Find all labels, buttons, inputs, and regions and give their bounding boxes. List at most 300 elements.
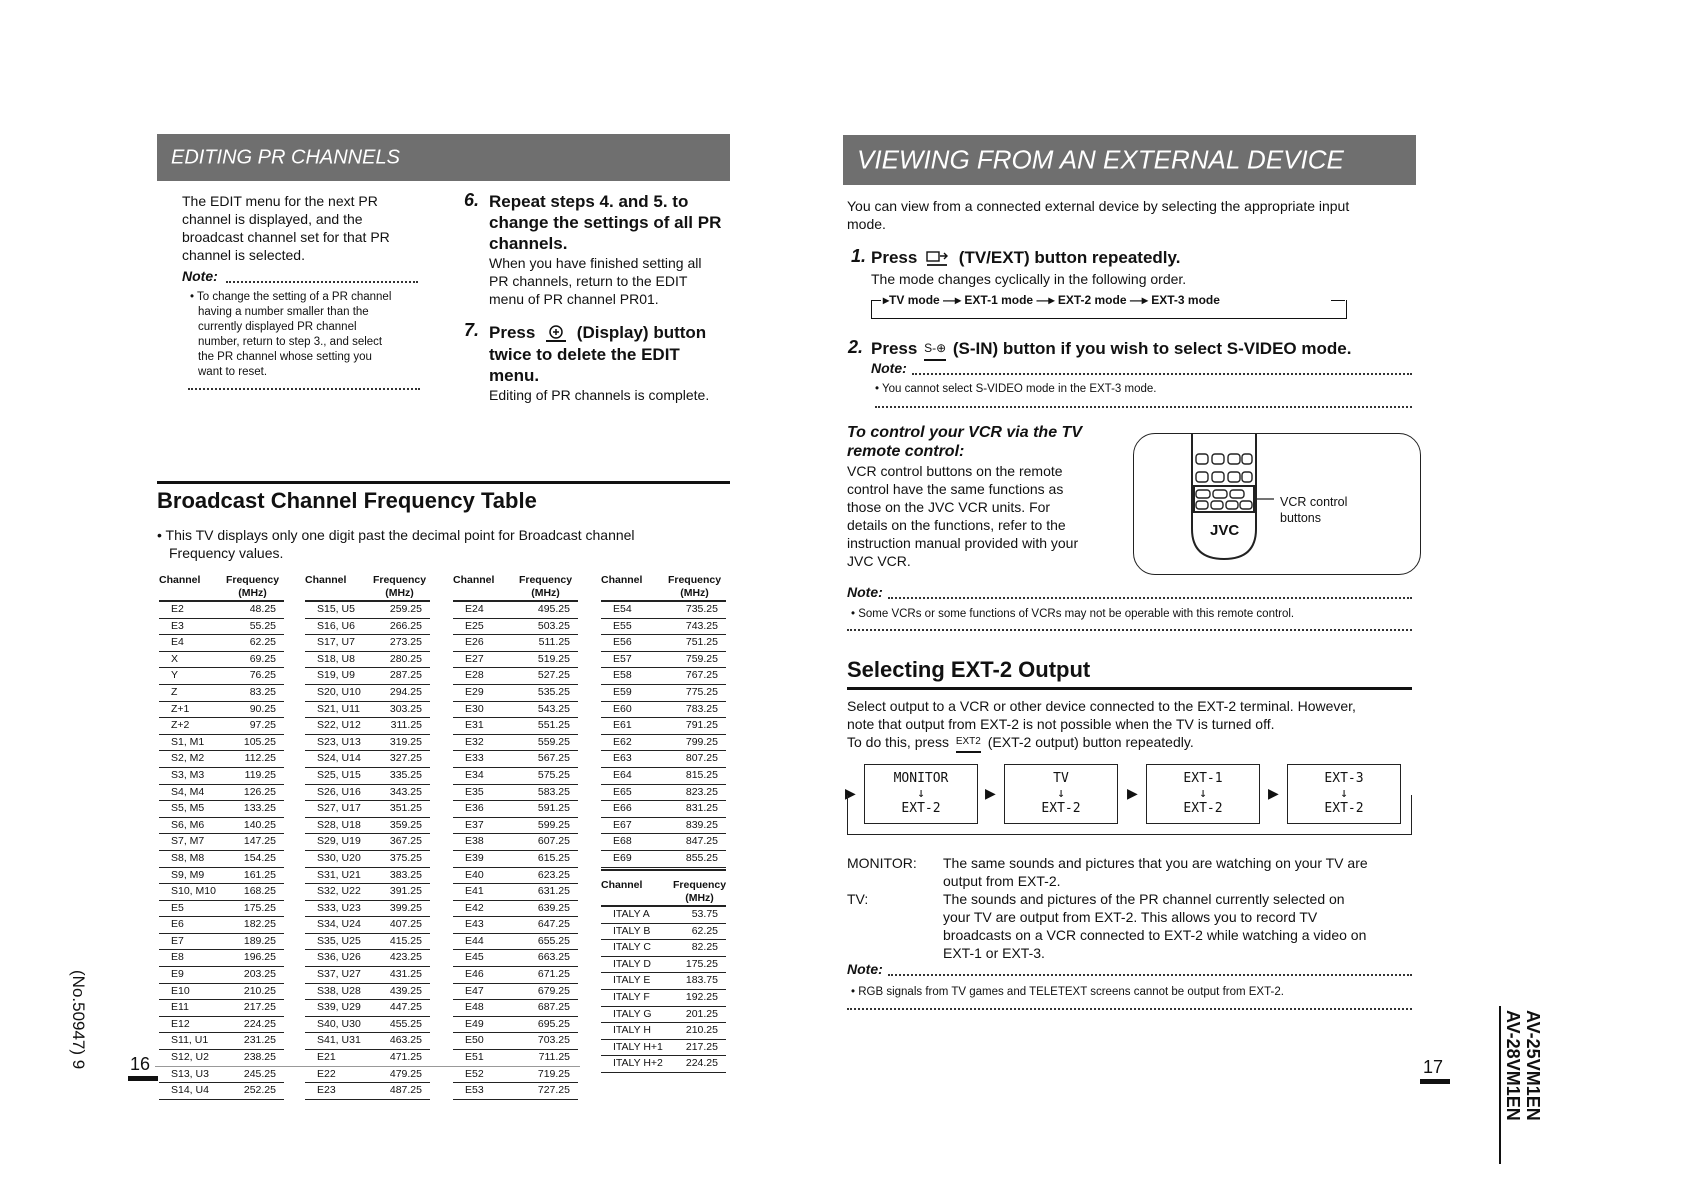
- table-header: [159, 574, 284, 602]
- frequency-cell: 639.25: [537, 901, 570, 914]
- table-row: [453, 652, 578, 669]
- channel-cell: E37: [465, 818, 484, 831]
- frequency-cell: 154.25: [243, 851, 276, 864]
- table-row: [305, 1000, 430, 1017]
- down-arrow-icon: ↓: [917, 786, 925, 801]
- frequency-cell: 175.25: [243, 901, 276, 914]
- channel-cell: S9, M9: [171, 868, 205, 881]
- note3-text: • RGB signals from TV games and TELETEXT screens cannot be output from EXT-2.: [851, 986, 1284, 998]
- table-row: [601, 685, 726, 702]
- frequency-cell: 175.25: [685, 957, 718, 970]
- table-row: [159, 1083, 284, 1100]
- step6: Repeat steps 4. and 5. to change the settings of all PR channels. When you have finished setting all PR channels, return to the EDIT menu of PR channel PR01.: [489, 192, 722, 307]
- frequency-cell: 543.25: [537, 702, 570, 715]
- header-frequency: Frequency (MHz): [372, 574, 427, 599]
- channel-cell: E62: [613, 735, 632, 748]
- table-row: [159, 1067, 284, 1084]
- down-arrow-icon: ↓: [1199, 786, 1207, 801]
- frequency-cell: 455.25: [389, 1017, 422, 1030]
- table-row: [601, 668, 726, 685]
- table-row: [601, 818, 726, 835]
- frequency-cell: 351.25: [389, 802, 422, 815]
- channel-cell: E25: [465, 619, 484, 632]
- channel-cell: E67: [613, 818, 632, 831]
- channel-cell: E46: [465, 968, 484, 981]
- frequency-cell: 383.25: [389, 868, 422, 881]
- frequency-cell: 735.25: [685, 603, 718, 615]
- table-row: [305, 735, 430, 752]
- frequency-cell: 775.25: [685, 685, 718, 698]
- channel-cell: E40: [465, 868, 484, 881]
- channel-cell: E38: [465, 835, 484, 848]
- channel-cell: E34: [465, 768, 484, 781]
- frequency-cell: 140.25: [243, 818, 276, 831]
- table-row: [159, 652, 284, 669]
- table-row: [453, 1017, 578, 1034]
- table-row: [305, 602, 430, 619]
- display-button-icon: [544, 324, 568, 344]
- frequency-cell: 439.25: [389, 984, 422, 997]
- table-row: [601, 619, 726, 636]
- s-in-button-icon: S-⊕: [924, 338, 946, 361]
- channel-cell: S2, M2: [171, 752, 205, 765]
- external-intro: You can view from a connected external device by selecting the appropriate input mode.: [847, 198, 1350, 232]
- table-row: [453, 917, 578, 934]
- remote-control-icon: [1134, 434, 1420, 574]
- frequency-cell: 224.25: [243, 1017, 276, 1030]
- flow-source: TV: [1053, 771, 1069, 786]
- table-row: [601, 834, 726, 851]
- frequency-cell: 343.25: [389, 785, 422, 798]
- table-row: [159, 1017, 284, 1034]
- page-number-17: 17: [1423, 1057, 1444, 1077]
- frequency-cell: 294.25: [389, 685, 422, 698]
- table-row: [601, 718, 726, 735]
- table-row: [305, 668, 430, 685]
- table-row: [305, 768, 430, 785]
- right-arrow-icon: ▶: [985, 785, 996, 801]
- def-term-monitor: MONITOR:: [847, 855, 917, 871]
- frequency-cell: 607.25: [537, 835, 570, 848]
- frequency-cell: 583.25: [537, 785, 570, 798]
- channel-cell: S4, M4: [171, 785, 205, 798]
- right-arrow-icon: ▶: [1268, 785, 1279, 801]
- note2-dots-bottom: [847, 629, 1412, 631]
- table-row: [601, 1056, 726, 1073]
- frequency-cell: 203.25: [243, 968, 276, 981]
- step2-title: Press S-⊕ (S-IN) button if you wish to select S-VIDEO mode.: [871, 338, 1351, 361]
- table-row: [305, 917, 430, 934]
- frequency-cell: 615.25: [537, 851, 570, 864]
- frequency-cell: 196.25: [243, 951, 276, 964]
- channel-cell: S8, M8: [171, 851, 205, 864]
- frequency-cell: 97.25: [249, 719, 276, 732]
- frequency-cell: 479.25: [389, 1067, 422, 1080]
- page-number-16: 16: [130, 1054, 151, 1074]
- table-row: [159, 1000, 284, 1017]
- channel-cell: E39: [465, 851, 484, 864]
- channel-cell: S3, M3: [171, 768, 205, 781]
- table-row: [305, 868, 430, 885]
- vcr-callout: VCR control buttons: [1280, 495, 1348, 525]
- table-row: [159, 768, 284, 785]
- note1-dots-top: [912, 373, 1412, 375]
- table-row: [305, 967, 430, 984]
- table-row: [601, 785, 726, 802]
- table-row: [159, 785, 284, 802]
- channel-cell: E9: [171, 968, 184, 981]
- frequency-cell: 407.25: [389, 918, 422, 931]
- channel-cell: E59: [613, 685, 632, 698]
- table-row: [601, 735, 726, 752]
- banner-title: EDITING PR CHANNELS: [171, 146, 400, 168]
- channel-cell: Z: [171, 685, 178, 698]
- channel-cell: S34, U24: [317, 918, 361, 931]
- channel-cell: E64: [613, 768, 632, 781]
- channel-cell: Z+2: [171, 719, 190, 732]
- table-row: [159, 868, 284, 885]
- channel-cell: S24, U14: [317, 752, 361, 765]
- frequency-cell: 183.75: [685, 974, 718, 987]
- down-arrow-icon: ↓: [1340, 786, 1348, 801]
- table-row: [159, 735, 284, 752]
- channel-cell: E12: [171, 1017, 190, 1030]
- table-row: [159, 801, 284, 818]
- note1-label: Note:: [871, 360, 907, 376]
- frequency-cell: 367.25: [389, 835, 422, 848]
- table-row: [305, 619, 430, 636]
- frequency-cell: 259.25: [389, 603, 422, 615]
- table-row: [453, 1033, 578, 1050]
- cycle-return-line: [871, 300, 1347, 319]
- channel-cell: E41: [465, 885, 484, 898]
- note3-dots-top: [888, 974, 1412, 976]
- ext2-output-button-icon: EXT2: [956, 733, 981, 753]
- channel-cell: E3: [171, 619, 184, 632]
- table-row: [159, 1050, 284, 1067]
- def-term-tv: TV:: [847, 891, 869, 907]
- channel-cell: E50: [465, 1034, 484, 1047]
- table-row: [159, 934, 284, 951]
- table-row: [601, 957, 726, 974]
- table-row: [601, 1023, 726, 1040]
- channel-cell: S16, U6: [317, 619, 355, 632]
- table-row: [159, 950, 284, 967]
- channel-cell: E6: [171, 918, 184, 931]
- viewing-external-banner: [843, 135, 1416, 185]
- table-row: [453, 718, 578, 735]
- channel-cell: E69: [613, 851, 632, 864]
- table-row: [601, 768, 726, 785]
- channel-cell: S35, U25: [317, 934, 361, 947]
- channel-cell: S12, U2: [171, 1051, 209, 1064]
- header-frequency: Frequency (MHz): [673, 879, 727, 904]
- frequency-cell: 375.25: [389, 851, 422, 864]
- table-row: [453, 818, 578, 835]
- frequency-cell: 126.25: [243, 785, 276, 798]
- table-row: [453, 702, 578, 719]
- channel-cell: E5: [171, 901, 184, 914]
- table-row: [453, 785, 578, 802]
- frequency-cell: 807.25: [685, 752, 718, 765]
- channel-cell: E63: [613, 752, 632, 765]
- channel-cell: S26, U16: [317, 785, 361, 798]
- header-channel: Channel: [601, 879, 643, 891]
- channel-cell: E66: [613, 802, 632, 815]
- mode-cycle: ▸TV mode —▸ EXT-1 mode —▸ EXT-2 mode —▸ EXT-3 mode: [871, 290, 1346, 320]
- channel-cell: E36: [465, 802, 484, 815]
- channel-cell: E49: [465, 1017, 484, 1030]
- channel-cell: S22, U12: [317, 719, 361, 732]
- channel-cell: X: [171, 652, 179, 665]
- frequency-cell: 231.25: [243, 1034, 276, 1047]
- step2-number: 2.: [848, 337, 864, 357]
- frequency-cell: 527.25: [537, 669, 570, 682]
- table-row: [601, 702, 726, 719]
- step1-title: Press (TV/EXT) button repeatedly.: [871, 248, 1181, 267]
- frequency-cell: 69.25: [249, 652, 276, 665]
- note2-label: Note:: [847, 584, 883, 600]
- frequency-cell: 147.25: [243, 835, 276, 848]
- table-row: [159, 702, 284, 719]
- table-row: [159, 917, 284, 934]
- channel-cell: ITALY B: [613, 924, 651, 937]
- channel-cell: E45: [465, 951, 484, 964]
- frequency-cell: 575.25: [537, 768, 570, 781]
- frequency-cell: 119.25: [244, 768, 276, 781]
- frequency-cell: 83.25: [249, 685, 276, 698]
- channel-cell: S13, U3: [171, 1067, 209, 1080]
- table-row: [305, 901, 430, 918]
- editing-pr-channels-banner: [157, 134, 730, 181]
- frequency-cell: 303.25: [389, 702, 422, 715]
- flow-return-line: [847, 795, 1412, 835]
- table-row: [305, 884, 430, 901]
- flow-output: EXT-2: [901, 801, 941, 816]
- vcr-title: To control your VCR via the TV remote control:: [847, 424, 1082, 460]
- table-row: [453, 934, 578, 951]
- flow-source: MONITOR: [893, 771, 949, 786]
- frequency-cell: 90.25: [249, 702, 276, 715]
- down-arrow-icon: ↓: [1057, 786, 1065, 801]
- flow-source: EXT-1: [1183, 771, 1223, 786]
- frequency-cell: 319.25: [389, 735, 422, 748]
- frequency-cell: 783.25: [685, 702, 718, 715]
- frequency-cell: 663.25: [537, 951, 570, 964]
- remote-illustration: [1133, 433, 1421, 575]
- frequency-cell: 855.25: [685, 851, 718, 864]
- channel-cell: E60: [613, 702, 632, 715]
- frequency-cell: 767.25: [685, 669, 718, 682]
- frequency-cell: 53.75: [691, 908, 718, 920]
- frequency-cell: 655.25: [537, 934, 570, 947]
- channel-cell: E2: [171, 603, 184, 615]
- channel-cell: S18, U8: [317, 652, 355, 665]
- channel-cell: ITALY D: [613, 957, 651, 970]
- frequency-cell: 327.25: [389, 752, 422, 765]
- table-row: [305, 685, 430, 702]
- table-row: [305, 1050, 430, 1067]
- note1-text: • You cannot select S-VIDEO mode in the EXT-3 mode.: [875, 383, 1157, 395]
- table-row: [601, 1007, 726, 1024]
- channel-cell: E30: [465, 702, 484, 715]
- channel-cell: S23, U13: [317, 735, 361, 748]
- channel-cell: S31, U21: [317, 868, 361, 881]
- channel-cell: S37, U27: [317, 968, 361, 981]
- table-row: [453, 967, 578, 984]
- step7-number: 7.: [464, 320, 480, 340]
- table-row: [305, 851, 430, 868]
- right-arrow-icon: ▶: [845, 785, 856, 801]
- frequency-cell: 647.25: [537, 918, 570, 931]
- frequency-cell: 311.25: [390, 719, 422, 732]
- channel-cell: ITALY H: [613, 1024, 651, 1037]
- table-row: [453, 901, 578, 918]
- table-row: [601, 973, 726, 990]
- frequency-cell: 687.25: [537, 1001, 570, 1014]
- frequency-cell: 48.25: [249, 603, 276, 615]
- header-channel: Channel: [305, 574, 347, 586]
- frequency-cell: 695.25: [537, 1017, 570, 1030]
- frequency-cell: 727.25: [537, 1084, 570, 1097]
- table-row: [305, 652, 430, 669]
- note2-dots-top: [888, 597, 1412, 599]
- frequency-cell: 815.25: [685, 768, 718, 781]
- note3-label: Note:: [847, 961, 883, 977]
- channel-cell: E27: [465, 652, 484, 665]
- table-row: [453, 751, 578, 768]
- table-header: [453, 574, 578, 602]
- table-row: [305, 818, 430, 835]
- frequency-cell: 679.25: [537, 984, 570, 997]
- channel-cell: S21, U11: [317, 702, 360, 715]
- channel-cell: E43: [465, 918, 484, 931]
- frequency-cell: 703.25: [537, 1034, 570, 1047]
- channel-cell: S39, U29: [317, 1001, 361, 1014]
- table-row: [453, 801, 578, 818]
- remote-brand: JVC: [1210, 522, 1240, 539]
- frequency-cell: 335.25: [389, 768, 422, 781]
- frequency-cell: 599.25: [537, 818, 570, 831]
- frequency-cell: 631.25: [537, 885, 570, 898]
- frequency-cell: 62.25: [691, 924, 718, 937]
- channel-cell: S19, U9: [317, 669, 355, 682]
- channel-cell: S27, U17: [317, 802, 361, 815]
- frequency-cell: 567.25: [537, 752, 570, 765]
- table-row: [305, 801, 430, 818]
- table-row: [453, 1050, 578, 1067]
- channel-cell: S40, U30: [317, 1017, 361, 1030]
- channel-cell: E56: [613, 636, 632, 649]
- freq-note: • This TV displays only one digit past the decimal point for Broadcast channel Frequency values.: [157, 527, 635, 561]
- table-row: [453, 768, 578, 785]
- frequency-table: [601, 574, 726, 868]
- header-frequency: Frequency (MHz): [518, 574, 573, 599]
- table-row: [305, 984, 430, 1001]
- table-row: [159, 984, 284, 1001]
- page-mark-right: [1420, 1079, 1450, 1084]
- frequency-cell: 133.25: [243, 802, 276, 815]
- frequency-table: [601, 869, 726, 1073]
- frequency-cell: 287.25: [389, 669, 422, 682]
- table-row: [601, 940, 726, 957]
- banner-title-right: VIEWING FROM AN EXTERNAL DEVICE: [857, 144, 1344, 175]
- channel-cell: S28, U18: [317, 818, 361, 831]
- frequency-cell: 245.25: [243, 1067, 276, 1080]
- frequency-cell: 559.25: [537, 735, 570, 748]
- frequency-cell: 280.25: [389, 652, 422, 665]
- edit-note: • To change the setting of a PR channel having a number smaller than the currently displayed PR channel number, return to step 3., and select the PR channel whose setting you want to reset.: [190, 291, 392, 378]
- channel-cell: ITALY F: [613, 990, 650, 1003]
- right-arrow-icon: ▶: [1127, 785, 1138, 801]
- channel-cell: ITALY E: [613, 974, 651, 987]
- freq-table-title: Broadcast Channel Frequency Table: [157, 488, 537, 513]
- table-row: [601, 924, 726, 941]
- frequency-table: [453, 574, 578, 1100]
- flow-output: EXT-2: [1324, 801, 1364, 816]
- frequency-cell: 591.25: [537, 802, 570, 815]
- header-channel: Channel: [159, 574, 201, 586]
- frequency-cell: 551.25: [537, 719, 570, 732]
- model-tab-text: AV-25VM1EN AV-28VM1EN: [1503, 1010, 1543, 1121]
- channel-cell: E33: [465, 752, 484, 765]
- channel-cell: E51: [465, 1051, 484, 1064]
- table-row: [453, 685, 578, 702]
- frequency-cell: 519.25: [537, 652, 570, 665]
- frequency-cell: 759.25: [685, 652, 718, 665]
- table-row: [601, 1040, 726, 1057]
- table-row: [453, 619, 578, 636]
- channel-cell: E8: [171, 951, 184, 964]
- table-row: [453, 1083, 578, 1100]
- table-row: [453, 884, 578, 901]
- table-header: [601, 574, 726, 602]
- channel-cell: S20, U10: [317, 685, 361, 698]
- frequency-cell: 423.25: [389, 951, 422, 964]
- channel-cell: S32, U22: [317, 885, 361, 898]
- frequency-cell: 799.25: [685, 735, 718, 748]
- frequency-cell: 359.25: [389, 818, 422, 831]
- frequency-cell: 471.25: [389, 1051, 422, 1064]
- frequency-cell: 112.25: [244, 752, 276, 765]
- table-row: [601, 751, 726, 768]
- table-row: [159, 668, 284, 685]
- step6-number: 6.: [464, 190, 480, 210]
- table-row: [305, 1017, 430, 1034]
- frequency-table: [159, 574, 284, 1100]
- channel-cell: ITALY H+1: [613, 1040, 663, 1053]
- frequency-cell: 623.25: [537, 868, 570, 881]
- channel-cell: E24: [465, 603, 484, 615]
- channel-cell: E11: [171, 1001, 189, 1014]
- frequency-cell: 431.25: [389, 968, 422, 981]
- edit-intro: The EDIT menu for the next PR channel is displayed, and the broadcast channel set for that PR channel is selected.: [182, 193, 390, 263]
- table-row: [159, 901, 284, 918]
- frequency-cell: 217.25: [243, 1001, 276, 1014]
- frequency-cell: 511.25: [538, 636, 570, 649]
- channel-cell: E42: [465, 901, 484, 914]
- channel-cell: E23: [317, 1084, 336, 1097]
- channel-cell: S29, U19: [317, 835, 361, 848]
- channel-cell: ITALY G: [613, 1007, 652, 1020]
- table-row: [305, 635, 430, 652]
- frequency-cell: 839.25: [685, 818, 718, 831]
- header-frequency: Frequency (MHz): [225, 574, 280, 599]
- frequency-cell: 711.25: [538, 1051, 570, 1064]
- channel-cell: E47: [465, 984, 484, 997]
- table-header: [305, 574, 430, 602]
- flow-output: EXT-2: [1183, 801, 1223, 816]
